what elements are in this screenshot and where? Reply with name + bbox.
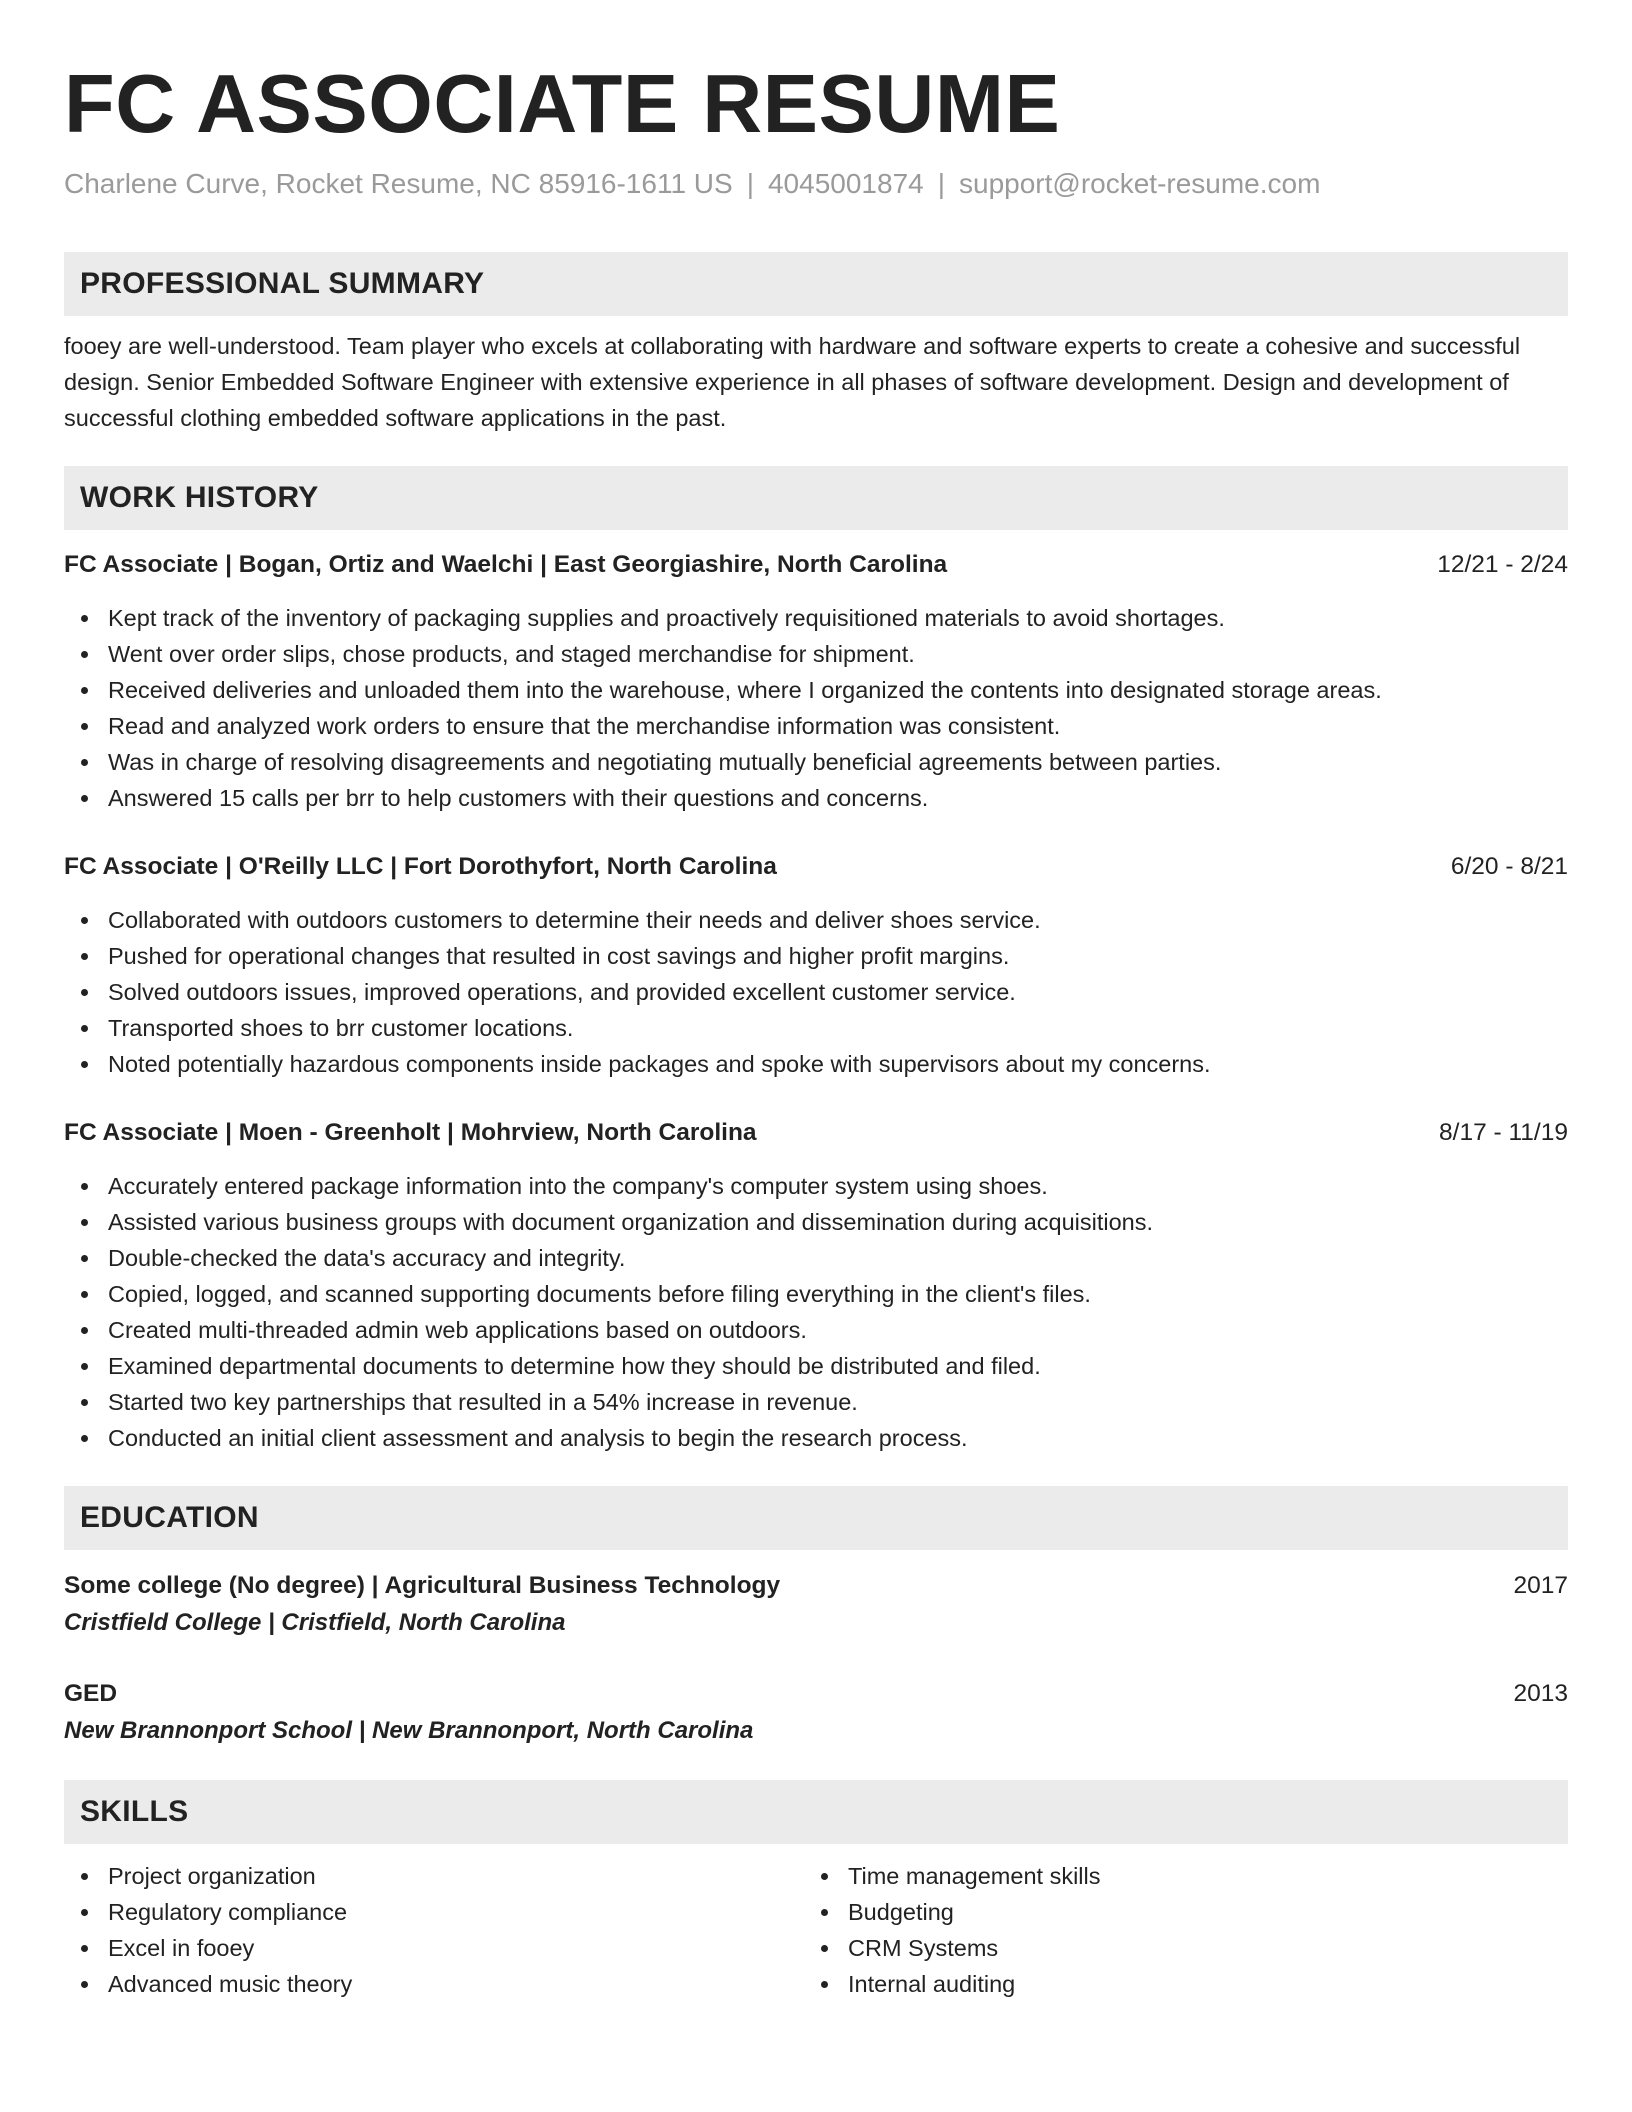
list-item: Created multi-threaded admin web applications based on outdoors. — [64, 1312, 1568, 1348]
summary-text: fooey are well-understood. Team player who excels at collaborating with hardware and software experts to create a cohesive and successful design. Senior Embedded Software Engineer with extensive experience in all phases of software development. Design and development of successful clothing embedded software applications in the past. — [64, 333, 1521, 431]
list-item: Copied, logged, and scanned supporting documents before filing everything in the client's files. — [64, 1276, 1568, 1312]
education-header — [64, 1568, 1568, 1604]
skill-item: Internal auditing — [804, 1966, 1544, 2002]
job-dates: 6/20 - 8/21 — [1450, 853, 1568, 880]
education-entry — [64, 1676, 1568, 1750]
list-item: Examined departmental documents to determine how they should be distributed and filed. — [64, 1348, 1568, 1384]
job-entry — [64, 548, 1568, 816]
job-bullets — [64, 902, 1568, 1082]
job-header — [64, 548, 1568, 582]
job-bullets — [64, 1168, 1568, 1456]
list-item: Answered 15 calls per brr to help customers with their questions and concerns. — [64, 780, 1568, 816]
contact-line — [64, 166, 1568, 202]
list-item: Conducted an initial client assessment and analysis to begin the research process. — [64, 1420, 1568, 1456]
contact-phone: 4045001874 — [767, 168, 924, 199]
skill-item: CRM Systems — [804, 1930, 1544, 1966]
contact-separator: | — [937, 168, 945, 199]
job-title: FC Associate | Bogan, Ortiz and Waelchi | East Georgiashire, North Carolina — [64, 551, 948, 578]
skill-item: Excel in fooey — [64, 1930, 804, 1966]
skill-item: Project organization — [64, 1858, 804, 1894]
contact-email: support@rocket-resume.com — [959, 168, 1321, 199]
section-header-summary: PROFESSIONAL SUMMARY — [64, 252, 1568, 316]
job-entry — [64, 1116, 1568, 1456]
job-header — [64, 1116, 1568, 1150]
job-entry — [64, 850, 1568, 1082]
section-header-work-history: WORK HISTORY — [64, 466, 1568, 530]
skill-item: Regulatory compliance — [64, 1894, 804, 1930]
job-title: FC Associate | Moen - Greenholt | Mohrview, North Carolina — [64, 1119, 757, 1146]
list-item: Was in charge of resolving disagreements and negotiating mutually beneficial agreements between parties. — [64, 744, 1568, 780]
skills-list-left — [64, 1858, 804, 2002]
skill-item: Advanced music theory — [64, 1966, 804, 2002]
education-school: New Brannonport School | New Brannonport, North Carolina — [64, 1717, 754, 1744]
contact-separator: | — [746, 168, 754, 199]
list-item: Started two key partnerships that resulted in a 54% increase in revenue. — [64, 1384, 1568, 1420]
list-item: Accurately entered package information into the company's computer system using shoes. — [64, 1168, 1568, 1204]
list-item: Noted potentially hazardous components inside packages and spoke with supervisors about my concerns. — [64, 1046, 1568, 1082]
education-entry — [64, 1568, 1568, 1642]
education-degree: GED — [64, 1680, 118, 1707]
skills-list-right — [804, 1858, 1544, 2002]
job-header — [64, 850, 1568, 884]
list-item: Kept track of the inventory of packaging supplies and proactively requisitioned materials to avoid shortages. — [64, 600, 1568, 636]
job-title: FC Associate | O'Reilly LLC | Fort Dorothyfort, North Carolina — [64, 853, 777, 880]
list-item: Collaborated with outdoors customers to determine their needs and deliver shoes service. — [64, 902, 1568, 938]
list-item: Pushed for operational changes that resulted in cost savings and higher profit margins. — [64, 938, 1568, 974]
education-school: Cristfield College | Cristfield, North Carolina — [64, 1609, 566, 1636]
list-item: Assisted various business groups with document organization and dissemination during acquisitions. — [64, 1204, 1568, 1240]
list-item: Double-checked the data's accuracy and integrity. — [64, 1240, 1568, 1276]
skill-item: Budgeting — [804, 1894, 1544, 1930]
job-dates: 8/17 - 11/19 — [1439, 1119, 1568, 1146]
skills-columns — [64, 1858, 1568, 2002]
resume-title: FC ASSOCIATE RESUME — [64, 57, 1061, 150]
list-item: Read and analyzed work orders to ensure that the merchandise information was consistent. — [64, 708, 1568, 744]
job-dates: 12/21 - 2/24 — [1437, 551, 1568, 578]
education-year: 2017 — [1513, 1572, 1568, 1599]
list-item: Solved outdoors issues, improved operations, and provided excellent customer service. — [64, 974, 1568, 1010]
education-degree: Some college (No degree) | Agricultural Business Technology — [64, 1572, 781, 1599]
contact-address: Charlene Curve, Rocket Resume, NC 85916-1611 US — [64, 168, 733, 199]
section-header-skills: SKILLS — [64, 1780, 1568, 1844]
education-header — [64, 1676, 1568, 1712]
skill-item: Time management skills — [804, 1858, 1544, 1894]
section-header-education: EDUCATION — [64, 1486, 1568, 1550]
list-item: Received deliveries and unloaded them into the warehouse, where I organized the contents into designated storage areas. — [64, 672, 1568, 708]
education-year: 2013 — [1513, 1680, 1568, 1707]
job-bullets — [64, 600, 1568, 816]
list-item: Went over order slips, chose products, and staged merchandise for shipment. — [64, 636, 1568, 672]
list-item: Transported shoes to brr customer locations. — [64, 1010, 1568, 1046]
